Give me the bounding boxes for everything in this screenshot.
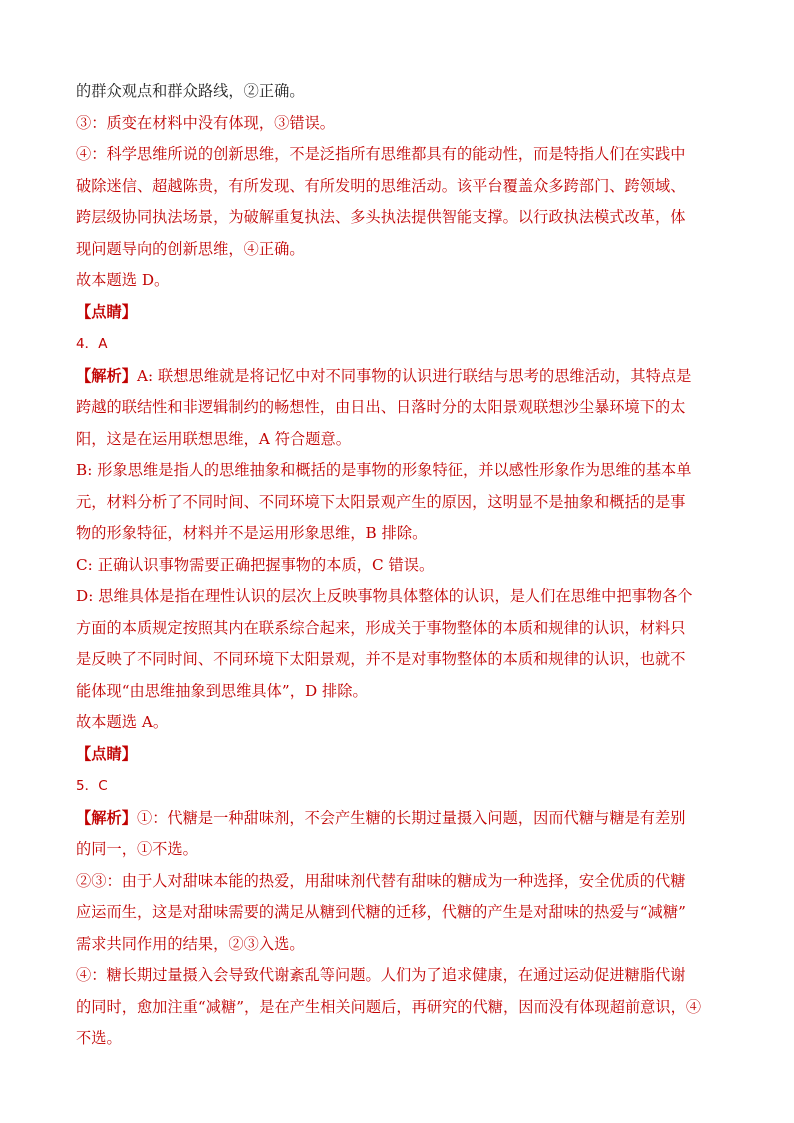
answer-text: 4．A	[76, 336, 108, 352]
line-text: 方面的本质规定按照其内在联系综合起来，形成关于事物整体的本质和规律的认识，材料只	[76, 618, 686, 637]
line-text: 破除迷信、超越陈贵，有所发现、有所发明的思维活动。该平台覆盖众多跨部门、跨领域、	[76, 176, 686, 195]
text-line	[76, 171, 724, 203]
text-line	[76, 581, 724, 613]
answer-text: 5．C	[76, 778, 108, 794]
line-text: 不选。	[76, 1029, 122, 1047]
line-text: 需求共同作用的结果，②③入选。	[76, 934, 305, 953]
text-line	[76, 1023, 724, 1055]
line-text: 质变在材料中没有体现，③错误。	[106, 113, 336, 132]
text-line	[76, 424, 724, 456]
answer-line	[76, 770, 724, 803]
text-line	[76, 518, 724, 550]
text-line	[76, 866, 724, 898]
line-text: 跨层级协同执法场景，为破解重复执法、多头执法提供智能支撑。以行政执法模式改革，体	[76, 208, 686, 226]
text-line	[76, 992, 724, 1024]
option-marker: ④：	[76, 966, 107, 984]
text-line	[76, 455, 724, 487]
heading-text: 【点睛】	[76, 744, 137, 763]
text-line	[76, 202, 724, 234]
text-line	[76, 108, 724, 140]
text-line	[76, 550, 724, 582]
text-line	[76, 76, 724, 108]
line-text: 正确认识事物需要正确把握事物的本质，C 错误。	[97, 555, 435, 574]
line-text: ①：代糖是一种甜味剂，不会产生糖的长期过量摄入问题，因而代糖与糖是有差别	[136, 808, 686, 827]
text-line	[76, 897, 724, 929]
line-text: 科学思维所说的创新思维，不是泛指所有思维都具有的能动性，而是特指人们在实践中	[106, 145, 686, 163]
line-text: A: 联想思维就是将记忆中对不同事物的认识进行联结与思考的思维活动，其特点是	[136, 366, 692, 385]
document-page	[76, 76, 724, 1055]
line-text: 物的形象特征，材料并不是运用形象思维，B 排除。	[76, 524, 428, 542]
line-text: 的群众观点和群众路线，②正确。	[76, 82, 305, 100]
line-text: 跨越的联结性和非逻辑制约的畅想性，由日出、日落时分的太阳景观联想沙尘暴环境下的太	[76, 398, 686, 416]
text-line	[76, 361, 724, 393]
analysis-label: 【解析】	[76, 366, 137, 385]
analysis-label: 【解析】	[76, 808, 137, 827]
option-marker: ④：	[76, 145, 107, 163]
line-text: 由于人对甜味本能的热爱，用甜味剂代替有甜味的糖成为一种选择，安全优质的代糖	[121, 871, 686, 890]
line-text: 思维具体是指在理性认识的层次上反映事物具体整体的认识，是人们在思维中把事物各个	[98, 587, 693, 605]
text-line	[76, 487, 724, 519]
text-line	[76, 644, 724, 676]
line-text: 应运而生，这是对甜味需要的满足从糖到代糖的迁移，代糖的产生是对甜味的热爱与“减糖”	[76, 903, 686, 921]
text-line	[76, 234, 724, 266]
line-text: 故本题选 A。	[76, 713, 169, 731]
text-line	[76, 676, 724, 708]
line-text: 阳，这是在运用联想思维，A 符合题意。	[76, 429, 351, 448]
option-marker: ③：	[76, 113, 107, 132]
line-text: 是反映了不同时间、不同环境下太阳景观，并不是对事物整体的本质和规律的认识，也就不	[76, 650, 686, 668]
text-line	[76, 803, 724, 835]
line-text: 故本题选 D。	[76, 271, 170, 289]
text-line	[76, 139, 724, 171]
line-text: 形象思维是指人的思维抽象和概括的是事物的形象特征，并以感性形象作为思维的基本单	[97, 461, 692, 479]
line-text: 元，材料分析了不同时间、不同环境下太阳景观产生的原因，这明显不是抽象和概括的是事	[76, 492, 686, 511]
line-text: 的同时，愈加注重“减糖”，是在产生相关问题后，再研究的代糖，因而没有体现超前意识，④	[76, 997, 702, 1016]
line-text: 的同一，①不选。	[76, 840, 198, 858]
option-marker: B:	[76, 461, 98, 479]
line-text: 糖长期过量摄入会导致代谢紊乱等问题。人们为了追求健康，在通过运动促进糖脂代谢	[106, 966, 686, 984]
line-text: 现问题导向的创新思维，④正确。	[76, 239, 305, 258]
text-line	[76, 613, 724, 645]
text-line	[76, 929, 724, 961]
option-marker: C:	[76, 555, 98, 574]
text-line	[76, 960, 724, 992]
heading-text: 【点睛】	[76, 302, 137, 321]
option-marker: ②③：	[76, 871, 122, 890]
text-line	[76, 834, 724, 866]
answer-line	[76, 328, 724, 361]
text-line	[76, 392, 724, 424]
option-marker: D:	[76, 587, 99, 605]
line-text: 能体现“由思维抽象到思维具体”，D 排除。	[76, 681, 368, 700]
section-heading	[76, 297, 724, 329]
text-line	[76, 707, 724, 739]
section-heading	[76, 739, 724, 771]
text-line	[76, 265, 724, 297]
